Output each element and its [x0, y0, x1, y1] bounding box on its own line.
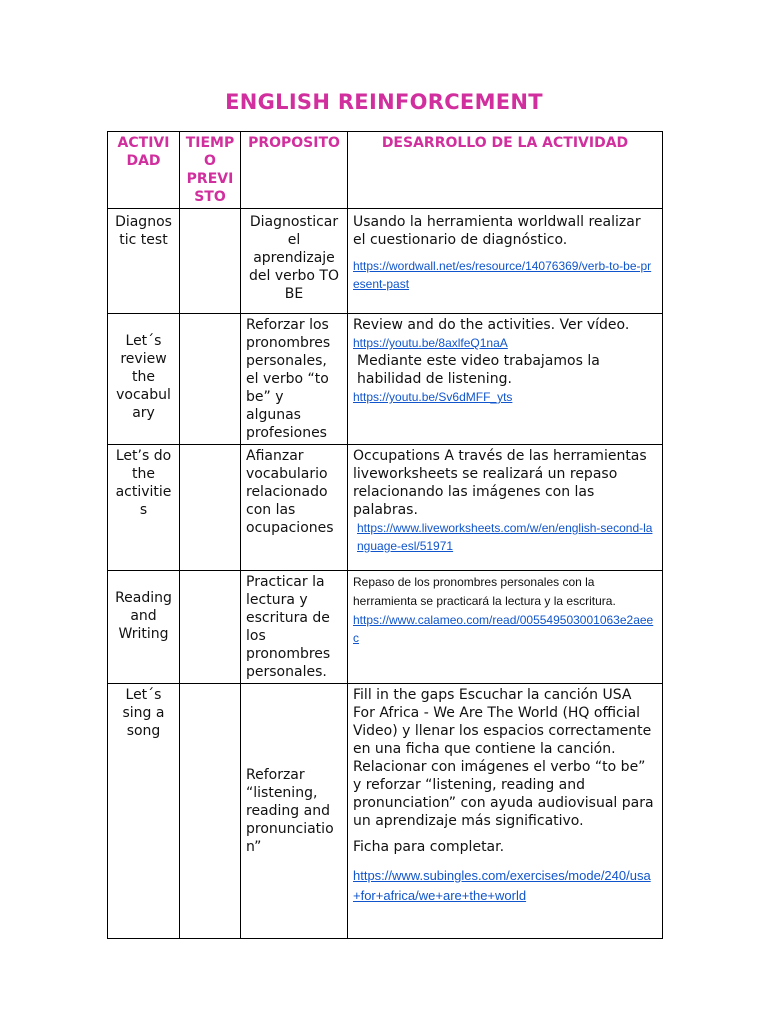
time-cell [180, 209, 241, 314]
header-tiempo: TIEMPO PREVISTO [180, 132, 241, 209]
description-cell [348, 314, 663, 445]
purpose-cell: Practicar la lectura y escritura de los pronombres personales. [241, 571, 348, 684]
time-cell [180, 684, 241, 939]
resource-link[interactable]: https://wordwall.net/es/resource/14076369/verb-to-be-present-past [353, 259, 652, 291]
description-text: Occupations A través de las herramientas liveworksheets se realizará un repaso relacionando las imágenes con las palabras. [353, 448, 647, 518]
resource-link-wrapper [353, 611, 657, 647]
activity-cell: Let’s do the activities [108, 445, 180, 571]
header-actividad: ACTIVIDAD [108, 132, 180, 209]
resource-link[interactable]: https://www.liveworksheets.com/w/en/english-second-language-esl/51971 [357, 521, 653, 553]
resource-link-wrapper [353, 519, 657, 555]
description-text-secondary: Mediante este video trabajamos la habilidad de listening. [357, 353, 600, 387]
resource-link-wrapper [353, 334, 657, 352]
table-row [108, 684, 663, 939]
activity-cell: Diagnostic test [108, 209, 180, 314]
page-title: ENGLISH REINFORCEMENT [225, 90, 543, 114]
resource-link[interactable]: https://www.subingles.com/exercises/mode/240/usa+for+africa/we+are+the+world [353, 868, 651, 903]
description-text: Repaso de los pronombres personales con la herramienta se practicará la lectura y la escritura. [353, 575, 616, 608]
resource-link-wrapper [353, 388, 657, 406]
time-cell [180, 445, 241, 571]
activity-cell: Let´s review the vocabulary [108, 314, 180, 445]
table-row [108, 445, 663, 571]
description-cell [348, 684, 663, 939]
resource-link-wrapper [353, 866, 657, 906]
table-header-row [108, 132, 663, 209]
purpose-cell: Reforzar los pronombres personales, el verbo “to be” y algunas profesiones [241, 314, 348, 445]
resource-link[interactable]: https://youtu.be/8axlfeQ1naA [353, 336, 508, 350]
activity-table [107, 131, 663, 939]
table-row [108, 571, 663, 684]
purpose-cell: Diagnosticar el aprendizaje del verbo TO BE [241, 209, 348, 314]
resource-link[interactable]: https://youtu.be/Sv6dMFF_yts [353, 390, 513, 404]
description-text: Fill in the gaps Escuchar la canción USA For Africa - We Are The World (HQ official Video) y llenar los espacios correctamente en una ficha que contiene la canción. Relacionar con imágenes el verbo “to be” y reforzar “listening, reading and pronunciation” con ayuda audiovisual para un aprendizaje más significativo. [353, 687, 654, 829]
description-text: Usando la herramienta worldwall realizar el cuestionario de diagnóstico. [353, 214, 641, 248]
description-cell [348, 209, 663, 314]
activity-cell: Reading and Writing [108, 571, 180, 684]
activity-cell: Let´s sing a song [108, 684, 180, 939]
time-cell [180, 571, 241, 684]
resource-link[interactable]: https://www.calameo.com/read/005549503001063e2aeec [353, 613, 654, 645]
header-desarrollo: DESARROLLO DE LA ACTIVIDAD [348, 132, 663, 209]
resource-link-wrapper [353, 257, 657, 293]
description-cell [348, 445, 663, 571]
description-text: Review and do the activities. Ver vídeo. [353, 317, 630, 333]
table-row [108, 209, 663, 314]
description-text-secondary: Ficha para completar. [353, 839, 505, 855]
purpose-cell: Reforzar “listening, reading and pronunciation” [241, 684, 348, 939]
purpose-cell: Afianzar vocabulario relacionado con las ocupaciones [241, 445, 348, 571]
time-cell [180, 314, 241, 445]
table-row [108, 314, 663, 445]
description-cell [348, 571, 663, 684]
header-proposito: PROPOSITO [241, 132, 348, 209]
